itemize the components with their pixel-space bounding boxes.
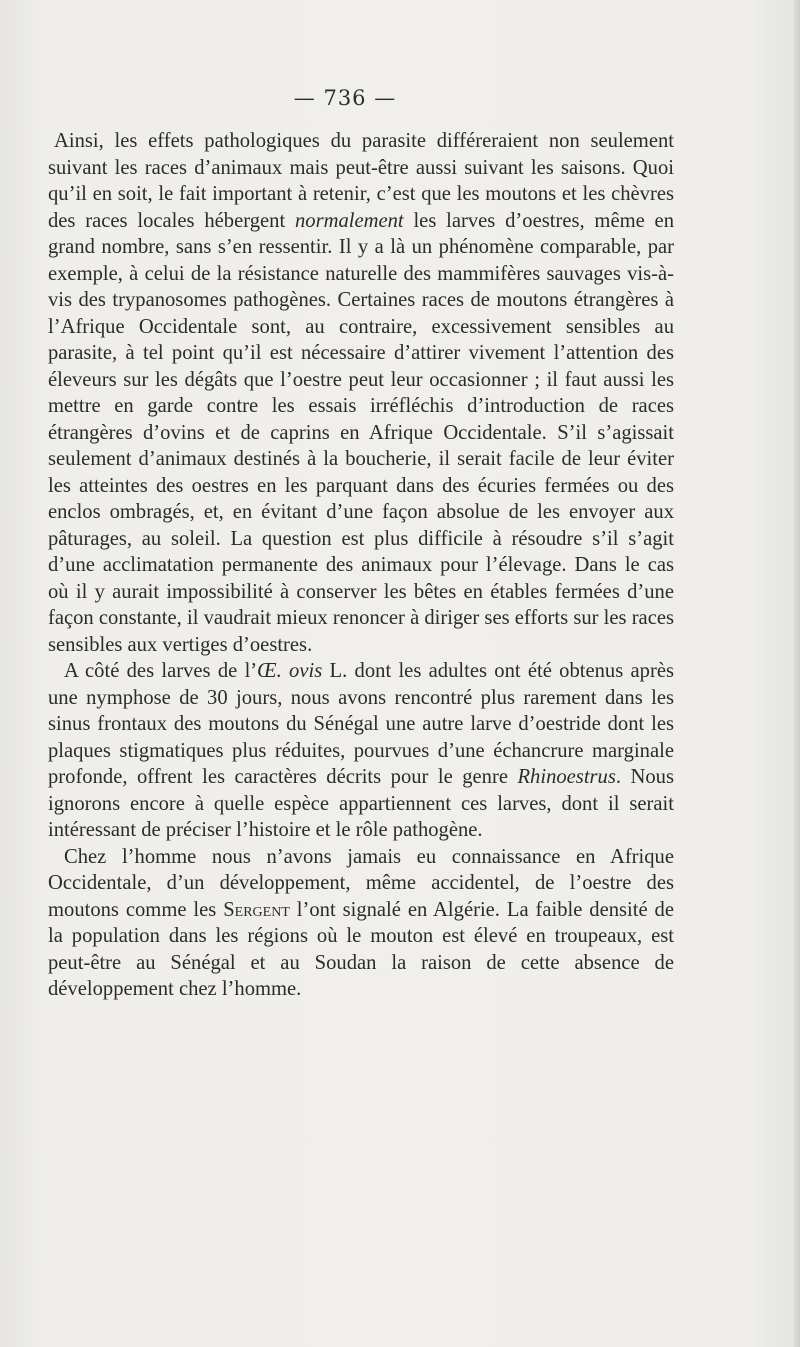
paragraph-2-text-a: A côté des larves de l’ bbox=[64, 660, 258, 682]
paragraph-2-genus: Rhinoestrus bbox=[517, 766, 616, 788]
paragraph-1 bbox=[48, 128, 674, 658]
body-text bbox=[48, 128, 674, 1003]
paragraph-2-species: Œ. ovis bbox=[257, 660, 323, 682]
page-number: — 736 — bbox=[293, 86, 397, 110]
paragraph-3-author: Sergent bbox=[223, 898, 290, 921]
paragraph-1-text-b: les larves d’oestres, même en grand nombre, sans s’en ressentir. Il y a là un phénomène comparable, par exemple, à celui de la résistance naturelle des mammifères sauvages vis-à-vis des trypanosomes pathogènes. Certaines races de moutons étrangères à l’Afrique Occidentale sont, au contraire, excessivement sensibles au parasite, à tel point qu’il est nécessaire d’attirer vivement l’attention des éleveurs sur les dégâts que l’oestre peut leur occasionner ; il faut aussi les mettre en garde contre les essais irréfléchis d’introduction de races étrangères d’ovins et de caprins en Afrique Occidentale. S’il s’agissait seulement d’animaux destinés à la boucherie, il serait facile de leur éviter les atteintes des oestres en les parquant dans des écuries fermées ou des enclos ombragés, et, en évitant d’une façon absolue de les envoyer aux pâturages, au soleil. La question est plus difficile à résoudre s’il s’agit d’une acclimatation permanente des animaux pour l’élevage. Dans le cas où il y aurait impossibilité à conserver les bêtes en étables fermées d’une façon constante, il vaudrait mieux renoncer à diriger ses efforts sur les races sensibles aux vertiges d’oestres. bbox=[48, 209, 674, 656]
paragraph-3-text-b: l’ont signalé en Algérie. La faible densité de la population dans les régions où le mouton est élevé en troupeaux, est peut-être au Sénégal et au Soudan la raison de cette absence de développement chez l’homme. bbox=[48, 898, 674, 1000]
paragraph-1-italic: normalement bbox=[294, 209, 404, 232]
paragraph-2-text-b: L. dont les adultes ont été obtenus après une nymphose de 30 jours, nous avons rencontré plus rarement dans les sinus frontaux des moutons du Sénégal une autre larve d’oestride dont les plaques stigmatiques plus réduites, pourvues d’une échancrure marginale profonde, offrent les caractères décrits pour le genre bbox=[48, 660, 674, 788]
paragraph-3 bbox=[48, 844, 674, 1003]
paragraph-3-text-a: Chez l’homme nous n’avons jamais eu connaissance en Afrique Occidentale, d’un développement, même accidentel, de l’oestre des moutons comme les bbox=[48, 845, 674, 921]
paragraph-2-text-c: . Nous ignorons encore à quelle espèce appartiennent ces larves, dont il serait intéressant de préciser l’histoire et le rôle pathogène. bbox=[48, 766, 674, 841]
page-edge-shadow bbox=[794, 0, 800, 1347]
paragraph-1-text-a: Ainsi, les effets pathologiques du parasite différeraient non seulement suivant les races d’animaux mais peut-être aussi suivant les saisons. Quoi qu’il en soit, le fait important à retenir, c’est que les moutons et les chèvres des races locales hébergent bbox=[48, 130, 674, 232]
paragraph-2 bbox=[48, 658, 674, 844]
